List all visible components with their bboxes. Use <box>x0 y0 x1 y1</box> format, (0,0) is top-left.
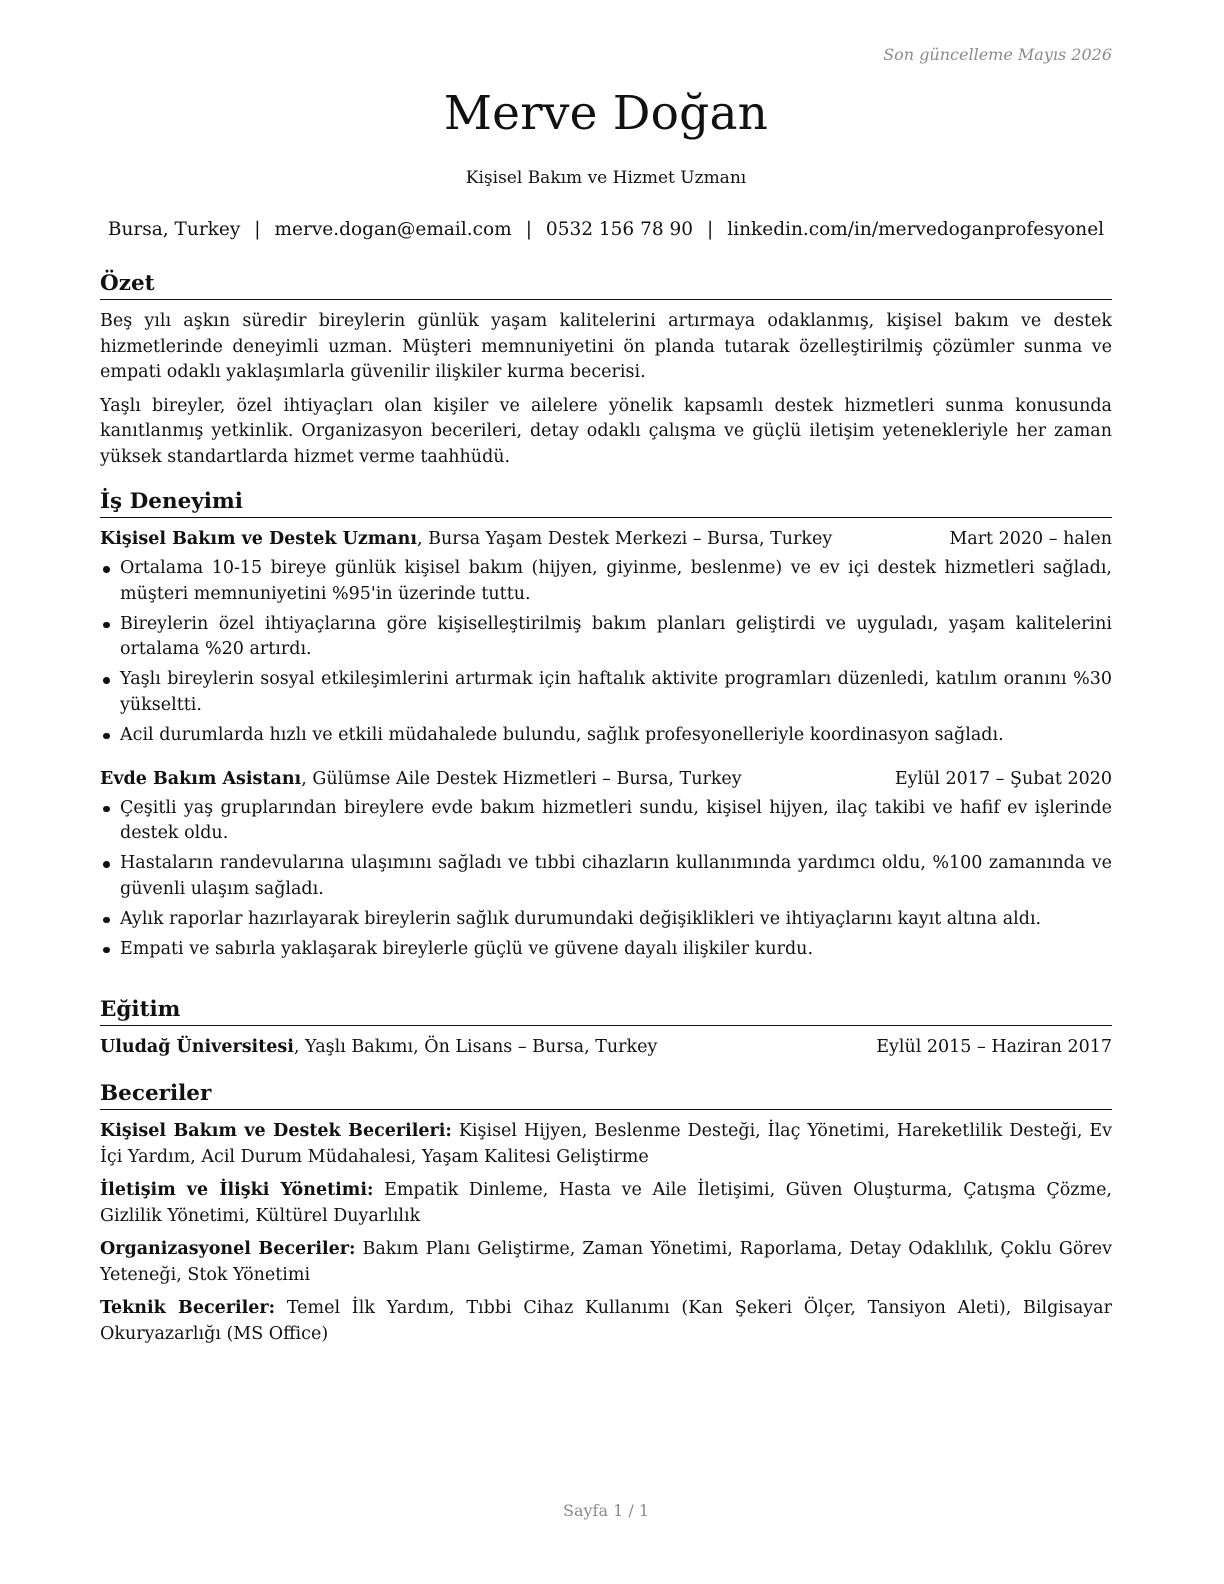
summary-paragraph: Yaşlı bireyler, özel ihtiyaçları olan kişiler ve ailelere yönelik kapsamlı destek hizmetleri sunma konusunda kanıtlanmış yetkinlik. Organizasyon becerileri, detay odaklı çalışma ve güçlü iletişim yetenekleriyle her zaman yüksek standartlarda hizmet verme taahhüdü. <box>100 395 1112 467</box>
contact-line <box>95 219 1117 240</box>
skill-group-label: İletişim ve İlişki Yönetimi: <box>100 1180 374 1200</box>
bullet-item: Çeşitli yaş gruplarından bireylere evde bakım hizmetleri sundu, kişisel hijyen, ilaç takibi ve hafif ev işlerinde destek oldu. <box>100 796 1112 847</box>
education-entry <box>100 1035 1112 1060</box>
job-title-line <box>100 527 832 552</box>
job-header <box>100 767 1112 792</box>
contact-location: Bursa, Turkey <box>107 219 241 240</box>
summary-section <box>100 270 1112 478</box>
education-dates: Eylül 2015 – Haziran 2017 <box>876 1037 1112 1057</box>
candidate-name: Merve Doğan <box>443 86 769 141</box>
contact-linkedin-link[interactable]: linkedin.com/in/mervedoganprofesyonel <box>727 219 1105 240</box>
education-school: Uludağ Üniversitesi <box>100 1037 294 1057</box>
contact-separator: | <box>254 219 261 240</box>
skill-group-items: Bakım Planı Geliştirme, Zaman Yönetimi, Raporlama, Detay Odaklılık, Çoklu Görev Yeteneği, Stok Yönetimi <box>100 1239 1112 1285</box>
education-details: , Yaşlı Bakımı, Ön Lisans – Bursa, Turkey <box>293 1037 658 1057</box>
section-title-experience: İş Deneyimi <box>100 488 1112 518</box>
job-role: Kişisel Bakım ve Destek Uzmanı <box>100 529 418 549</box>
bullet-item: Bireylerin özel ihtiyaçlarına göre kişiselleştirilmiş bakım planları geliştirdi ve uyguladı, yaşam kalitelerini ortalama %20 artırdı. <box>100 612 1112 663</box>
job-bullets <box>100 556 1112 748</box>
job-entry <box>100 527 1112 748</box>
bullet-item: Empati ve sabırla yaklaşarak bireylerle güçlü ve güvene dayalı ilişkiler kurdu. <box>100 937 1112 963</box>
candidate-headline: Kişisel Bakım ve Hizmet Uzmanı <box>465 168 747 188</box>
bullet-item: Acil durumlarda hızlı ve etkili müdahalede bulundu, sağlık profesyonelleriyle koordinasyon sağladı. <box>100 723 1112 749</box>
education-title-line <box>100 1035 657 1060</box>
bullet-item: Ortalama 10-15 bireye günlük kişisel bakım (hijyen, giyinme, beslenme) ve ev içi destek hizmetleri sağladı, müşteri memnuniyetini %95'in üzerinde tuttu. <box>100 556 1112 607</box>
job-role: Evde Bakım Asistanı <box>100 768 302 789</box>
skill-group <box>100 1119 1112 1170</box>
job-header <box>100 527 1112 552</box>
summary-paragraph: Beş yılı aşkın süredir bireylerin günlük yaşam kalitelerini artırmaya odaklanmış, kişisel bakım ve destek hizmetlerinde deneyimli uzman. Müşteri memnuniyetini ön planda tutarak özelleştirilmiş çözümler sunma ve empati odaklı yaklaşımlarla güvenilir ilişkiler kurma becerisi. <box>100 311 1112 382</box>
job-dates: Mart 2020 – halen <box>949 529 1112 549</box>
resume-page <box>100 0 1112 1584</box>
bullet-item: Aylık raporlar hazırlayarak bireylerin sağlık durumundaki değişiklikleri ve ihtiyaçlarını kayıt altına aldı. <box>100 907 1112 933</box>
entry-spacer <box>100 753 1112 767</box>
job-organization: , Gülümse Aile Destek Hizmetleri – Bursa, Turkey <box>301 768 742 789</box>
contact-separator: | <box>525 219 532 240</box>
experience-section <box>100 488 1112 967</box>
contact-phone: 0532 156 78 90 <box>545 219 694 240</box>
job-entry <box>100 767 1112 963</box>
job-title-line <box>100 767 742 792</box>
job-organization: , Bursa Yaşam Destek Merkezi – Bursa, Turkey <box>417 529 833 549</box>
contact-separator: | <box>707 219 714 240</box>
skills-section <box>100 1080 1112 1355</box>
section-title-education: Eğitim <box>100 996 1112 1026</box>
skill-group <box>100 1178 1112 1229</box>
skill-group-label: Teknik Beceriler: <box>100 1298 276 1318</box>
page-number: Sayfa 1 / 1 <box>562 1501 649 1520</box>
bullet-item: Hastaların randevularına ulaşımını sağladı ve tıbbi cihazların kullanımında yardımcı oldu, %100 zamanında ve güvenli ulaşım sağladı. <box>100 851 1112 902</box>
bullet-item: Yaşlı bireylerin sosyal etkileşimlerini artırmak için haftalık aktivite programları düzenledi, katılım oranını %30 yükseltti. <box>100 667 1112 718</box>
last-updated-note: Son güncelleme Mayıs 2026 <box>883 45 1112 64</box>
skill-group-items: Temel İlk Yardım, Tıbbi Cihaz Kullanımı (Kan Şekeri Ölçer, Tansiyon Aleti), Bilgisayar Okuryazarlığı (MS Office) <box>100 1298 1112 1344</box>
education-section <box>100 996 1112 1060</box>
job-bullets <box>100 796 1112 963</box>
skill-group-items: Empatik Dinleme, Hasta ve Aile İletişimi, Güven Oluşturma, Çatışma Çözme, Gizlilik Yönetimi, Kültürel Duyarlılık <box>100 1180 1112 1226</box>
section-title-summary: Özet <box>100 270 1112 300</box>
skill-group-label: Organizasyonel Beceriler: <box>100 1239 356 1259</box>
job-dates: Eylül 2017 – Şubat 2020 <box>894 768 1112 789</box>
contact-email-link[interactable]: merve.dogan@email.com <box>274 219 512 240</box>
skill-group <box>100 1237 1112 1288</box>
section-title-skills: Beceriler <box>100 1080 1112 1110</box>
skill-group-items: Kişisel Hijyen, Beslenme Desteği, İlaç Yönetimi, Hareketlilik Desteği, Ev İçi Yardım, Acil Durum Müdahalesi, Yaşam Kalitesi Geliştirme <box>100 1121 1112 1167</box>
skill-group <box>100 1296 1112 1347</box>
skill-group-label: Kişisel Bakım ve Destek Becerileri: <box>100 1121 452 1141</box>
